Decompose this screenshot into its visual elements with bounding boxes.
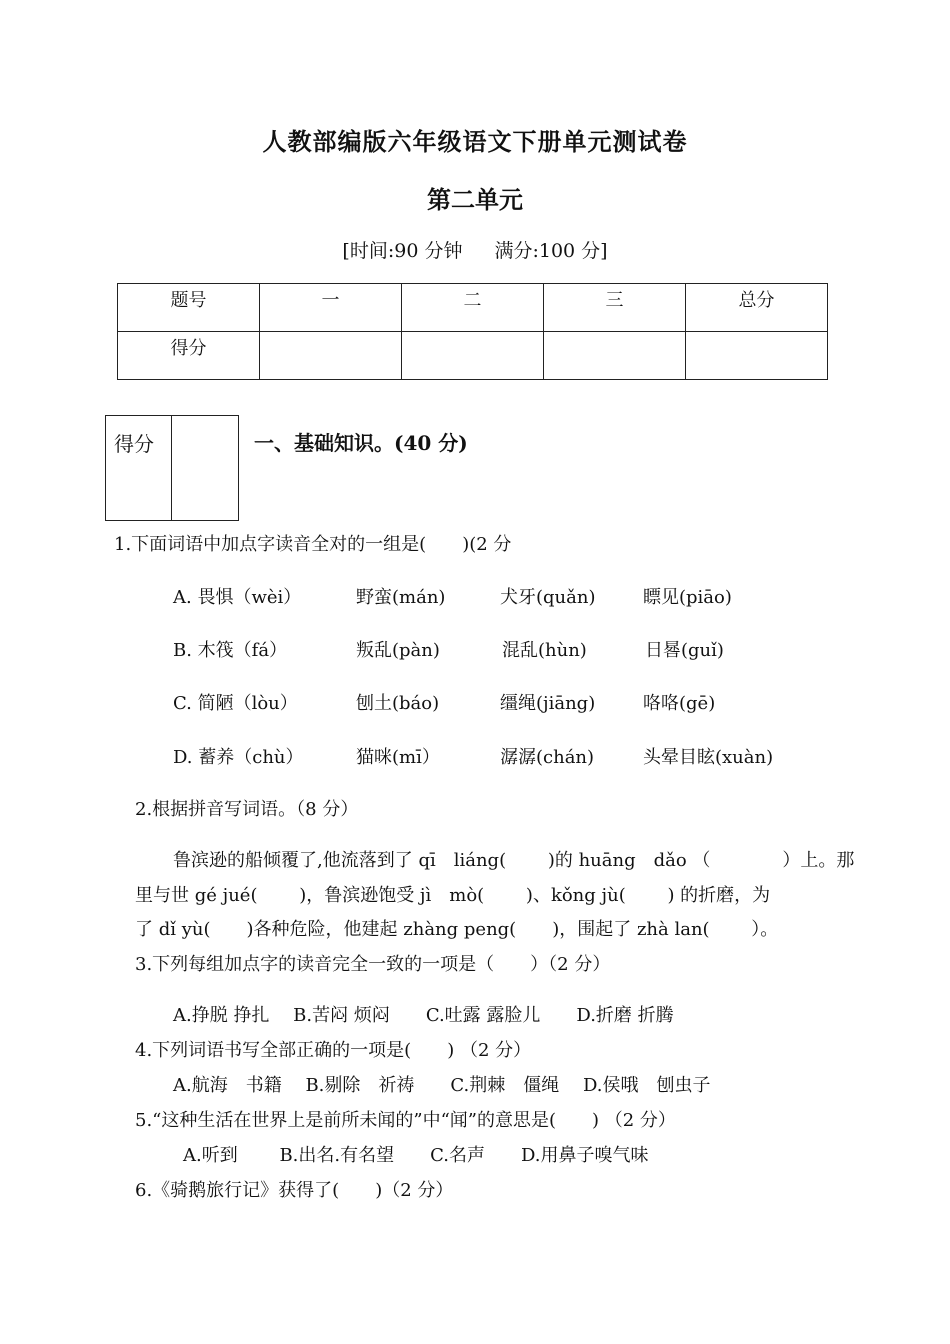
question-2-stem: 2.根据拼音写词语。（8 分） [135, 799, 359, 820]
score-table-row-label: 得分 [118, 332, 260, 380]
question-5-stem: 5.“这种生活在世界上是前所未闻的”中“闻”的意思是( ) （2 分） [135, 1110, 676, 1131]
question-4-options: A.航海 书籍 B.剔除 祈祷 C.荆棘 僵绳 D.侯哦 刨虫子 [173, 1075, 711, 1096]
score-cell[interactable] [686, 332, 828, 380]
question-1-stem: 1.下面词语中加点字读音全对的一组是( )(2 分 [114, 534, 512, 555]
q1-option-d-4: 头晕目眩(xuàn) [643, 747, 774, 768]
score-table-header-cell: 三 [544, 284, 686, 332]
question-2-line-3: 了 dǐ yù( )各种危险，他建起 zhàng peng( )，围起了 zhà lan( ）。 [135, 919, 779, 940]
q1-option-c-3: 缰绳(jiāng) [500, 693, 596, 714]
unit-subtitle: 第二单元 [427, 185, 523, 214]
score-table-header-cell: 二 [402, 284, 544, 332]
score-table [117, 283, 828, 380]
question-5-options: A.听到 B.出名.有名望 C.名声 D.用鼻子嗅气味 [183, 1145, 649, 1166]
q1-option-b-4: 日晷(guǐ) [645, 640, 724, 661]
time-info: [时间:90 分钟 [342, 240, 463, 262]
score-table-header-cell: 总分 [686, 284, 828, 332]
section-score-box [105, 415, 239, 521]
score-box-divider [171, 416, 172, 520]
q1-option-a-2: 野蛮(mán) [356, 587, 446, 608]
section-1-title: 一、基础知识。(40 分) [254, 431, 468, 455]
score-table-header-cell: 题号 [118, 284, 260, 332]
q1-option-c-4: 咯咯(gē) [643, 693, 716, 714]
q1-option-a-4: 瞟见(piāo) [643, 587, 732, 608]
score-table-header-row [118, 284, 828, 332]
question-3-options: A.挣脱 挣扎 B.苦闷 烦闷 C.吐露 露脸儿 D.折磨 折腾 [173, 1005, 674, 1026]
score-info: 满分:100 分] [494, 240, 608, 262]
q1-option-b-2: 叛乱(pàn) [356, 640, 440, 661]
q1-option-b-1: B. 木筏（fá） [173, 640, 288, 661]
q1-option-d-2: 猫咪(mī） [356, 747, 440, 768]
q1-option-d-1: D. 蓄养（chù） [173, 747, 304, 768]
q1-option-d-3: 潺潺(chán) [500, 747, 595, 768]
score-table-score-row [118, 332, 828, 380]
q1-option-c-2: 刨土(báo) [356, 693, 440, 714]
q1-option-c-1: C. 简陋（lòu） [173, 693, 298, 714]
question-2-line-1: 鲁滨逊的船倾覆了,他流落到了 qī liáng( )的 huāng dǎo （ ）上。那 [173, 850, 855, 871]
question-4-stem: 4.下列词语书写全部正确的一项是( ) （2 分） [135, 1040, 532, 1061]
score-box-label: 得分 [114, 432, 154, 456]
page-title: 人教部编版六年级语文下册单元测试卷 [262, 127, 688, 156]
question-6-stem: 6.《骑鹅旅行记》获得了( )（2 分） [135, 1180, 454, 1201]
score-table-header-cell: 一 [260, 284, 402, 332]
score-cell[interactable] [544, 332, 686, 380]
score-cell[interactable] [402, 332, 544, 380]
question-3-stem: 3.下列每组加点字的读音完全一致的一项是（ ）（2 分） [135, 954, 611, 975]
q1-option-a-1: A. 畏惧（wèi） [173, 587, 302, 608]
time-score-info [0, 236, 950, 263]
q1-option-a-3: 犬牙(quǎn) [500, 587, 596, 608]
score-cell[interactable] [260, 332, 402, 380]
q1-option-b-3: 混乱(hùn) [502, 640, 587, 661]
question-2-line-2: 里与世 gé jué( )，鲁滨逊饱受 jì mò( )、kǒng jù( ) 的折磨，为 [135, 885, 771, 906]
